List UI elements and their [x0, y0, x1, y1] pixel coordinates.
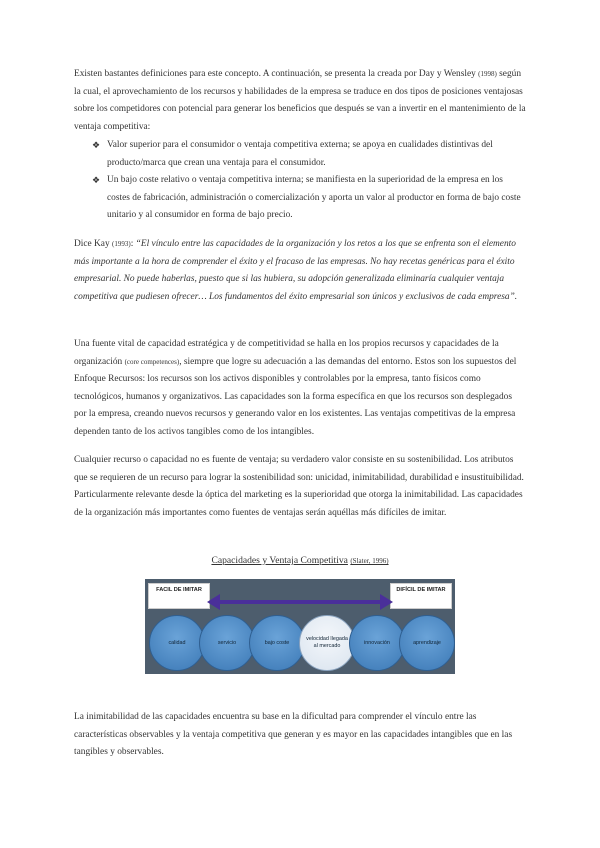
intro-paragraph: Existen bastantes definiciones para este concepto. A continuación, se presenta la creada por Day y Wensley (1998) según la cual, el aprovechamiento de los recursos y habilidades de la empresa se traduce en dos tipos de posiciones ventajosas sobre los competidores con potencial para generar los beneficios que después se van a invertir en el mantenimiento de la ventaja competitiva: — [74, 69, 526, 132]
quote-paragraph: Dice Kay (1993): “El vínculo entre las capacidades de la organización y los retos a los que se enfrenta son el elemento más importante a la hora de comprender el éxito y el fracaso de las empresas. No hay recetas genéricas para el éxito empresarial. No puede haberlas, puesto que si las hubiera, su adopción generalizada eliminaría cualquier ventaja competitiva que pudiesen ofrecer… Los fundamentos del éxito empresarial son únicos y exclusivos de cada empresa”. — [74, 239, 518, 302]
figure-caption — [0, 555, 600, 566]
circle-innovacion: innovación — [349, 615, 405, 671]
quote-year: (1993) — [112, 240, 131, 248]
circle-servicio: servicio — [199, 615, 255, 671]
quote-text: “El vínculo entre las capacidades de la organización y los retos a los que se enfrenta son el elemento más importante a la hora de comprender el éxito y el fracaso de las empresas. No hay recetas genéricas para el éxito empresarial. No puede haberlas, puesto que si las hubiera, su adopción generalizada eliminaría cualquier ventaja competitiva que pudiesen ofrecer… Los fundamentos del éxito empresarial son únicos y exclusivos de cada empresa”. — [74, 239, 518, 302]
figure-title: Capacidades y Ventaja Competitiva — [211, 555, 348, 566]
diamond-bullet-icon: ❖ — [92, 140, 101, 150]
advantages-list — [74, 137, 526, 225]
resources-paragraph: Una fuente vital de capacidad estratégica y de competitividad se halla en los propios recursos y capacidades de la organización (core competences), siempre que logre su adecuación a las demandas del entorno. Estos son los supuestos del Enfoque Recursos: los recursos son los activos disponibles y controlables por la empresa, tanto físicos como tecnológicos, humanos y organizativos. Las capacidades son la forma específica en que los recursos son desplegados por la empresa, creando nuevos recursos y generando valor en los existentes. Las ventajas competitivas de la empresa dependen tanto de los activos tangibles como de los intangibles. — [74, 339, 517, 437]
easy-to-imitate-label: FACIL DE IMITAR — [148, 583, 210, 609]
quote-author: Dice Kay — [74, 239, 113, 249]
circle-bajo-coste: bajo coste — [249, 615, 305, 671]
circle-calidad: calidad — [149, 615, 205, 671]
list-item: ❖ Valor superior para el consumidor o ventaja competitiva externa; se apoya en cualidades distintivas del producto/marca que crean una ventaja para el consumidor. — [74, 137, 526, 172]
list-item: ❖ Un bajo coste relativo o ventaja competitiva interna; se manifiesta en la superioridad de la empresa en los costes de fabricación, administración o comercialización y aporta un valor al productor en forma de bajo coste unitario y al consumidor en forma de bajo precio. — [74, 172, 526, 225]
inimitability-paragraph: La inimitabilidad de las capacidades encuentra su base en la dificultad para comprender el vínculo entre las características observables y la ventaja competitiva que generan y es mayor en las capacidades intangibles que en las tangibles y observables. — [74, 712, 513, 758]
circle-velocidad: velocidad llegada al mercado — [299, 615, 355, 671]
core-competences-note: (core competences) — [124, 357, 180, 366]
figure-source: (Slater, 1996) — [350, 557, 389, 565]
intro-year: (1998) — [478, 70, 497, 78]
sustainability-paragraph: Cualquier recurso o capacidad no es fuente de ventaja; su verdadero valor consiste en su sostenibilidad. Los atributos que se requieren de un recurso para lograr la sostenibilidad son: unicidad, inimitabilidad, durabilidad e insustituibilidad. Particularmente relevante desde la óptica del marketing es la superioridad que otorga la inimitabilidad. Las capacidades de la organización más importantes como fuentes de ventajas serán aquéllas más difíciles de imitar. — [74, 455, 524, 518]
capabilities-diagram — [145, 579, 455, 674]
diamond-bullet-icon: ❖ — [92, 175, 101, 186]
hard-to-imitate-label: DIFÍCIL DE IMITAR — [390, 583, 452, 609]
circle-aprendizaje: aprendizaje — [399, 615, 455, 671]
